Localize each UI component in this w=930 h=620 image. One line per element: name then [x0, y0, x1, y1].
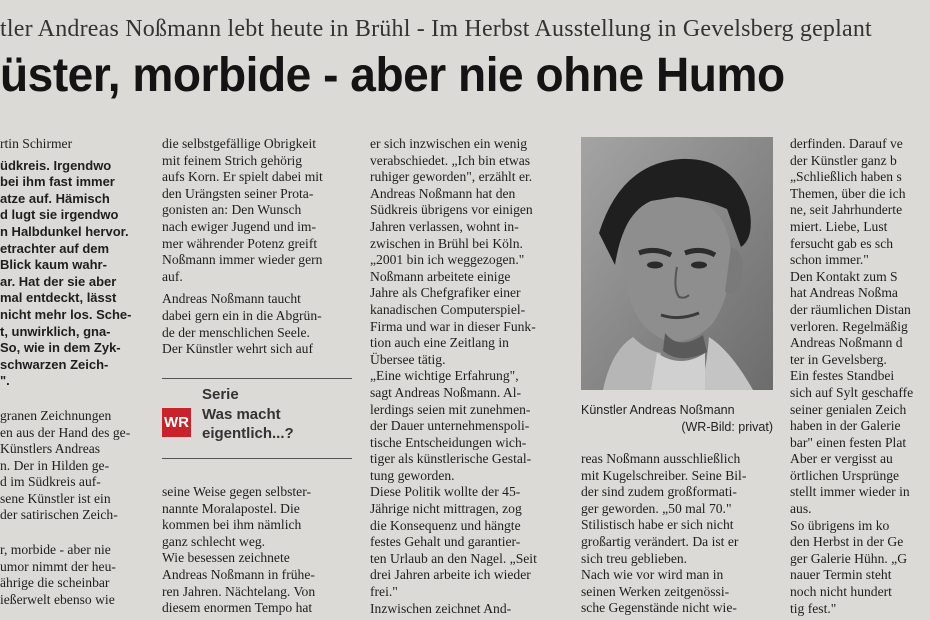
text-line: Südkreis übrigens vor einigen [370, 202, 533, 218]
text-line: den Herbst in der Ge [790, 534, 904, 550]
text-line: Der Künstler wehrt sich auf [162, 341, 313, 356]
text-line: ter in Gevelsberg. [790, 351, 887, 367]
text-line: ren Jahren. Nächtelang. Von [162, 583, 316, 599]
text-line: tische Entscheidungen wich- [370, 434, 527, 450]
text-line: d lugt sie irgendwo [0, 207, 119, 223]
lead-paragraph [0, 158, 145, 390]
text-line: Ein festes Standbei [790, 368, 895, 384]
text-line: n Halbdunkel hervor. [0, 223, 129, 239]
text-line: Blick kaum wahr- [0, 257, 107, 273]
text-line: r, morbide - aber nie [0, 542, 111, 558]
text-line: ährige die scheinbar [0, 575, 110, 591]
text-line: d im Südkreis auf- [0, 474, 101, 490]
text-line: kanadischen Computerspiel- [370, 301, 526, 317]
article-column-4 [581, 451, 773, 620]
text-line: verabschiedet. „Ich bin etwas [370, 152, 531, 168]
text-line: üdkreis. Irgendwo [0, 157, 112, 173]
text-line: frei." [370, 584, 398, 600]
photo-caption [581, 402, 773, 436]
text-line: Andreas Noßmann in frühe- [162, 566, 315, 582]
text-line: ießerwelt ebenso wie [0, 591, 115, 607]
text-line: sich treu geblieben. [581, 550, 688, 566]
article-column-5 [790, 136, 930, 620]
text-line: ger Galerie Hühn. „G [790, 550, 908, 566]
article-column-1 [0, 136, 145, 620]
headline: üster, morbide - aber nie ohne Humo [0, 49, 785, 102]
text-line: nicht mehr los. Sche- [0, 306, 132, 322]
text-line: der sind zudem großformati- [581, 484, 737, 500]
text-line: schwarzen Zeich- [0, 356, 109, 372]
text-line: umor nimmt der heu- [0, 558, 116, 574]
photo-credit: (WR-Bild: privat) [681, 420, 773, 434]
text-line: Diese Politik wollte der 45- [370, 484, 521, 500]
text-line: der Dauer unternehmenspoli- [370, 418, 530, 434]
text-line: Jahren verlassen, wohnt in- [370, 218, 519, 234]
text-line: Andreas Noßmann d [790, 335, 903, 351]
text-line: n. Der in Hilden ge- [0, 457, 110, 473]
portrait-photo [581, 137, 773, 390]
text-line: stellt immer wieder in [790, 484, 910, 500]
text-line: tion auch eine Zeitlang in [370, 335, 509, 351]
text-line: die Konsequenz und hängte [370, 517, 521, 533]
series-label: Serie [202, 386, 239, 403]
text-line: seinen Werken zeitgenössi- [581, 583, 730, 599]
text-line: tiger als künstlerische Gestal- [370, 451, 532, 467]
text-line: sagt Andreas Noßmann. Al- [370, 384, 522, 400]
text-line: großartig verändert. Da ist er [581, 533, 739, 549]
text-line: Den Kontakt zum S [790, 268, 898, 284]
kicker-line: tler Andreas Noßmann lebt heute in Brühl - Im Herbst Ausstellung in Gevelsberg geplant [0, 16, 872, 42]
author-byline: rtin Schirmer [0, 136, 73, 151]
text-line: der satirischen Zeich- [0, 507, 118, 523]
text-line: Firma und war in dieser Funk- [370, 318, 536, 334]
text-line: ". [0, 373, 10, 389]
portrait-image [581, 137, 773, 390]
series-title-line: eigentlich...? [202, 425, 294, 442]
caption-text: Künstler Andreas Noßmann [581, 403, 735, 417]
text-line: bar" einen festen Plat [790, 434, 907, 450]
text-line: Künstlers Andreas [0, 441, 101, 457]
text-line: ger geworden. „50 mal 70." [581, 500, 732, 516]
text-line: atze auf. Hämisch [0, 190, 110, 206]
text-line: seiner genialen Zeich [790, 401, 907, 417]
text-line: aus. [790, 501, 812, 517]
text-line: sene Künstler ist ein [0, 490, 111, 506]
text-line: ar. Hat der sie aber [0, 273, 117, 289]
article-column-3 [370, 136, 564, 620]
text-line: lerdings seien mit zunehmen- [370, 401, 531, 417]
text-line: derfinden. Darauf ve [790, 136, 903, 151]
series-title [202, 405, 362, 443]
text-line: der räumlichen Distan [790, 301, 911, 317]
text-line: ruhiger geworden", erzählt er. [370, 169, 533, 185]
text-line: haben in der Galerie [790, 418, 901, 434]
text-line: tig fest." [790, 600, 837, 616]
text-line: de der menschlichen Seele. [162, 324, 310, 340]
text-line: auf. [162, 268, 183, 284]
text-line: ganz schlecht weg. [162, 533, 266, 549]
text-line: tung geworden. [370, 467, 455, 483]
text-line: den Urängsten seiner Prota- [162, 185, 314, 201]
text-line: So, wie in dem Zyk- [0, 340, 121, 356]
text-line: Übersee tätig. [370, 351, 446, 367]
text-line: Noßmann arbeitete einige [370, 268, 511, 284]
text-line: schon immer." [790, 252, 869, 268]
text-line: nannte Moralapostel. Die [162, 500, 300, 516]
series-bottom-rule [162, 458, 352, 459]
series-title-line: Was macht [202, 406, 281, 423]
text-line: sche Gegenstände nicht wie- [581, 600, 737, 616]
text-line: etrachter auf dem [0, 240, 110, 256]
text-line: aufs Korn. Er spielt dabei mit [162, 169, 323, 185]
text-line: er sich inzwischen ein wenig [370, 136, 528, 151]
text-line: örtlichen Ursprünge [790, 467, 900, 483]
text-line: So übrigens im ko [790, 517, 890, 533]
text-line: Jährige nicht mittragen, zog [370, 501, 522, 517]
text-line: en aus der Hand des ge- [0, 424, 131, 440]
text-line: Inzwischen zeichnet And- [370, 600, 512, 616]
text-line: Stilistisch habe er sich nicht [581, 517, 734, 533]
text-line: miert. Liebe, Lust [790, 218, 888, 234]
series-top-rule [162, 378, 352, 379]
text-line: fersucht gab es sch [790, 235, 894, 251]
text-line: Jahre als Chefgrafiker einer [370, 285, 521, 301]
text-line: diesem enormen Tempo hat [162, 600, 313, 616]
text-line: nach ewiger Jugend und im- [162, 218, 317, 234]
text-line: sich auf Sylt geschaffe [790, 384, 914, 400]
text-line: „2001 bin ich weggezogen." [370, 252, 525, 268]
text-line: Andreas Noßmann hat den [370, 185, 516, 201]
text-line: gonisten an: Den Wunsch [162, 202, 302, 218]
text-line: ten Urlaub an den Nagel. „Seit [370, 550, 537, 566]
text-line: zwischen in Brühl bei Köln. [370, 235, 523, 251]
text-line: reas Noßmann ausschließlich [581, 451, 741, 466]
text-line: noch nicht hundert [790, 584, 892, 600]
text-line: kommen bei ihm nämlich [162, 517, 302, 533]
series-box [162, 386, 352, 452]
text-line: seine Weise gegen selbster- [162, 484, 311, 499]
text-line: die selbstgefällige Obrigkeit [162, 136, 317, 151]
text-line: hat Andreas Noßma [790, 285, 898, 301]
text-line: mit Kugelschreiber. Seine Bil- [581, 467, 747, 483]
text-line: Wie besessen zeichnete [162, 550, 290, 566]
text-line: der Künstler ganz b [790, 152, 897, 168]
text-line: dabei gern ein in die Abgrün- [162, 307, 322, 323]
text-line: „Schließlich haben s [790, 169, 902, 185]
text-line: granen Zeichnungen [0, 407, 112, 423]
text-line: Themen, über die ich [790, 185, 906, 201]
wr-logo: WR [162, 408, 191, 437]
text-line: festes Gehalt und garantier- [370, 534, 521, 550]
article-column-2 [162, 136, 352, 356]
text-line: Andreas Noßmann taucht [162, 291, 301, 307]
text-line: mit feinem Strich gehörig [162, 152, 303, 168]
text-line: bei ihm fast immer [0, 174, 115, 190]
text-line: Noßmann immer wieder gern [162, 252, 323, 268]
text-line: ne, seit Jahrhunderte [790, 202, 903, 218]
text-line: nauer Termin steht [790, 567, 892, 583]
text-line: Nach wie vor wird man in [581, 567, 724, 583]
text-line: t, unwirklich, gna- [0, 323, 111, 339]
text-line: Aber er vergisst au [790, 451, 893, 467]
text-line: mer währender Potenz greift [162, 235, 318, 251]
text-line: drei Jahren arbeite ich wieder [370, 567, 531, 583]
article-column-2-bottom [162, 484, 352, 620]
text-line: „Eine wichtige Erfahrung", [370, 368, 519, 384]
text-line: mal entdeckt, lässt [0, 290, 117, 306]
text-line: verloren. Regelmäßig [790, 318, 908, 334]
